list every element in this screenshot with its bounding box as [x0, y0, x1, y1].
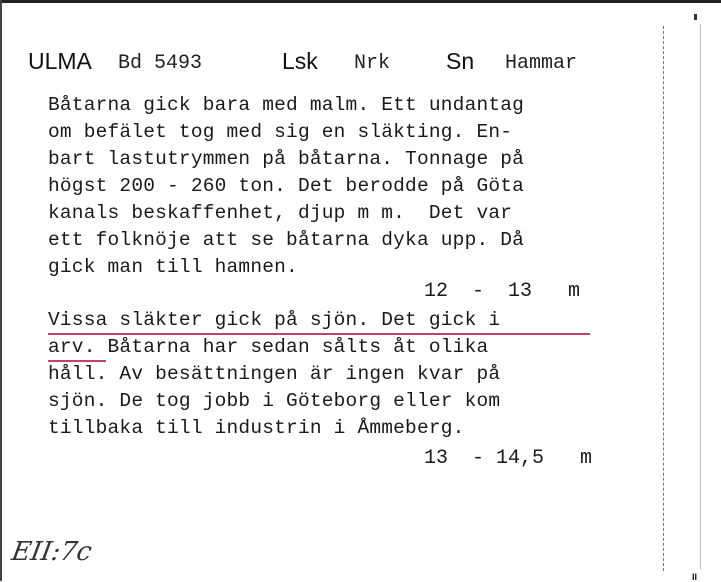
- text-line: kanals beskaffenhet, djup m m. Det var: [48, 202, 513, 224]
- text-line: bart lastutrymmen på båtarna. Tonnage på: [48, 148, 525, 170]
- page-reference-1: 12 - 13 m: [424, 280, 581, 303]
- paragraph-1: [48, 92, 524, 281]
- text-line: sjön. De tog jobb i Göteborg eller kom: [48, 390, 501, 412]
- text-line: Vissa släkter gick på sjön. Det gick i: [48, 309, 501, 331]
- corner-stamp: II: [692, 572, 698, 582]
- red-underline: [48, 360, 106, 362]
- corner-tick: [694, 14, 697, 20]
- text-line: håll. Av besättningen är ingen kvar på: [48, 363, 501, 385]
- text-line: tillbaka till industrin i Åmmeberg.: [48, 417, 465, 439]
- archive-code: ULMA: [28, 48, 92, 74]
- paragraph-2: [48, 307, 500, 442]
- text-line: gick man till hamnen.: [48, 256, 298, 278]
- margin-rule: [663, 26, 664, 571]
- volume-number: Bd 5493: [118, 52, 203, 75]
- red-underline: [48, 333, 590, 335]
- text-line: högst 200 - 260 ton. Det berodde på Göta: [48, 175, 525, 197]
- sn-label: Sn: [446, 48, 475, 74]
- lsk-value: Nrk: [354, 52, 391, 75]
- card-top-border: [0, 0, 721, 3]
- text-line: om befälet tog med sig en släkting. En-: [48, 121, 513, 143]
- lsk-label: Lsk: [282, 48, 318, 74]
- text-line: arv. Båtarna har sedan sålts åt olika: [48, 336, 489, 358]
- page-reference-2: 13 - 14,5 m: [424, 447, 593, 470]
- handwritten-signature: EII:7c: [9, 537, 95, 567]
- card-left-border: [0, 0, 2, 581]
- sn-value: Hammar: [505, 52, 578, 75]
- card-edge: [700, 24, 721, 569]
- text-line: ett folknöje att se båtarna dyka upp. Då: [48, 229, 525, 251]
- text-line: Båtarna gick bara med malm. Ett undantag: [48, 94, 525, 116]
